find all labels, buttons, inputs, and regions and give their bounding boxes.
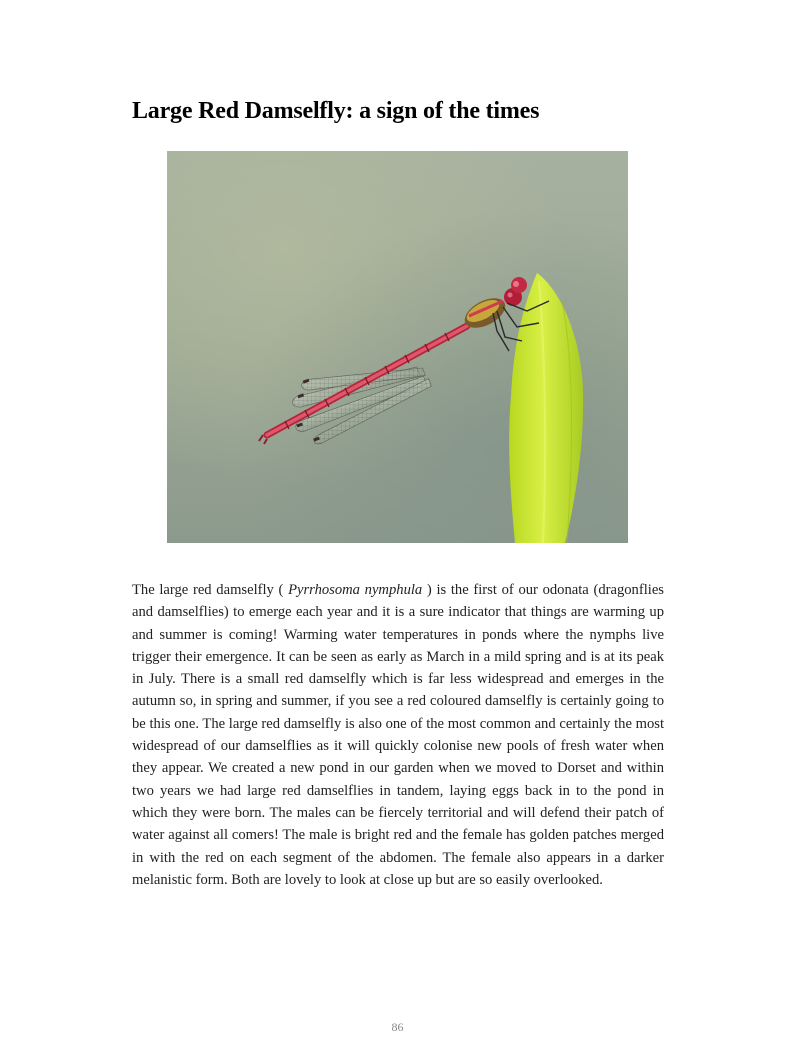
species-name: Pyrrhosoma nymphula [288, 582, 423, 598]
body-prefix: The large red damselfly ( [132, 582, 289, 598]
damselfly-photo [167, 151, 628, 543]
body-rest: ) is the first of our odonata (dragonflies and damselflies) to emerge each year and it is a sure indicator that things are warming up and summer is coming! Warming water temperatures in ponds where the nymphs live trigger their emergence. It can be seen as early as March in a mild spring and is at its peak in July. There is a small red damselfly which is far less widespread and emerges in the autumn so, in spring and summer, if you see a red coloured damselfly is certainly going to be this one. The large red damselfly is also one of the most common and certainly the most widespread of our damselflies as it will quickly colonise new pools of fresh water when they appear. We created a new pond in our garden when we moved to Dorset and within two years we had large red damselflies in tandem, laying eggs back in to the pond in which they were born. The males can be fiercely territorial and will defend their patch of water against all comers! The male is bright red and the female has golden patches merged in with the red on each segment of the abdomen. The female also appears in a darker melanistic form. Both are lovely to look at close up but are so easily overlooked. [132, 582, 664, 888]
page-title: Large Red Damselfly: a sign of the times [132, 98, 540, 124]
page-number: 86 [391, 1020, 404, 1034]
article-body [132, 579, 664, 891]
